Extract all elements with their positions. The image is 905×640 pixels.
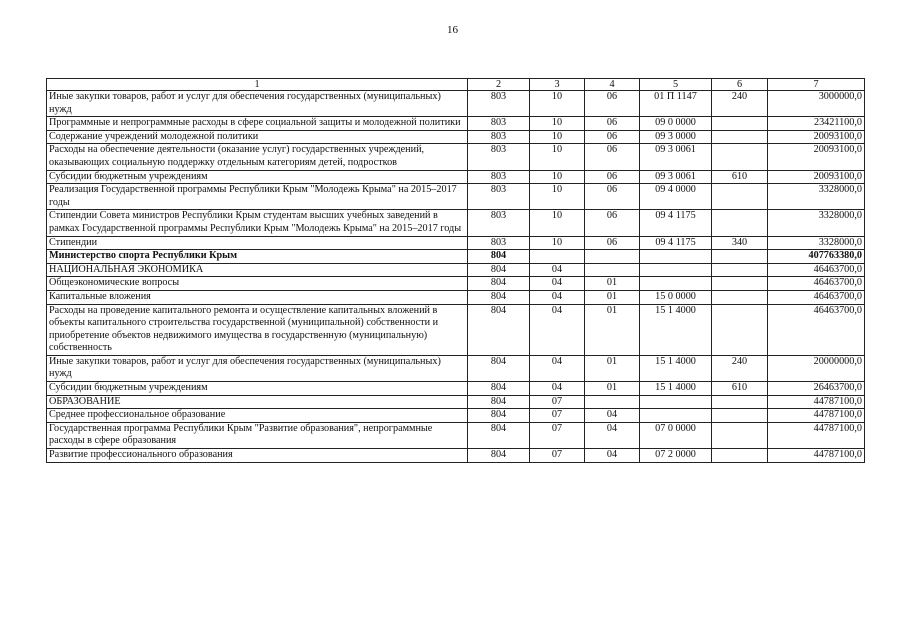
amount-cell: 44787100,0 [768, 409, 865, 423]
header-cell: 2 [468, 79, 530, 91]
section-cell: 04 [530, 263, 585, 277]
subsection-cell: 06 [585, 130, 640, 144]
code-cell: 803 [468, 170, 530, 184]
code-cell: 803 [468, 130, 530, 144]
target-article-cell: 09 0 0000 [640, 117, 712, 131]
amount-cell: 407763380,0 [768, 250, 865, 264]
code-cell: 804 [468, 382, 530, 396]
expense-type-cell [712, 184, 768, 210]
code-cell: 804 [468, 449, 530, 463]
expense-type-cell [712, 290, 768, 304]
table-row [47, 449, 865, 463]
expense-type-cell: 610 [712, 382, 768, 396]
expense-type-cell [712, 117, 768, 131]
header-cell: 7 [768, 79, 865, 91]
code-cell: 803 [468, 144, 530, 170]
expense-type-cell [712, 130, 768, 144]
target-article-cell: 09 3 0061 [640, 144, 712, 170]
row-name: НАЦИОНАЛЬНАЯ ЭКОНОМИКА [47, 263, 468, 277]
section-cell: 10 [530, 184, 585, 210]
row-name: Реализация Государственной программы Республики Крым "Молодежь Крыма" на 2015–2017 годы [47, 184, 468, 210]
code-cell: 804 [468, 422, 530, 448]
amount-cell: 46463700,0 [768, 263, 865, 277]
table-row [47, 277, 865, 291]
table-row [47, 250, 865, 264]
code-cell: 804 [468, 263, 530, 277]
code-cell: 803 [468, 236, 530, 250]
expense-type-cell [712, 250, 768, 264]
section-cell: 07 [530, 409, 585, 423]
row-name: Стипендии Совета министров Республики Крым студентам высших учебных заведений в рамках Государственной программы Республики Крым "Молодежь Крыма" на 2015–2017 годы [47, 210, 468, 236]
table-row [47, 91, 865, 117]
row-name: Субсидии бюджетным учреждениям [47, 382, 468, 396]
expense-type-cell: 340 [712, 236, 768, 250]
row-name: Субсидии бюджетным учреждениям [47, 170, 468, 184]
section-cell: 07 [530, 395, 585, 409]
amount-cell: 46463700,0 [768, 304, 865, 355]
target-article-cell [640, 250, 712, 264]
amount-cell: 44787100,0 [768, 449, 865, 463]
expense-type-cell [712, 210, 768, 236]
code-cell: 804 [468, 250, 530, 264]
amount-cell: 20093100,0 [768, 144, 865, 170]
section-cell: 10 [530, 91, 585, 117]
row-name: Общеэкономические вопросы [47, 277, 468, 291]
table-row [47, 422, 865, 448]
header-cell: 5 [640, 79, 712, 91]
target-article-cell: 09 4 1175 [640, 210, 712, 236]
target-article-cell: 15 1 4000 [640, 382, 712, 396]
amount-cell: 44787100,0 [768, 395, 865, 409]
amount-cell: 46463700,0 [768, 290, 865, 304]
amount-cell: 3328000,0 [768, 210, 865, 236]
subsection-cell: 06 [585, 170, 640, 184]
row-name: Государственная программа Республики Крым "Развитие образования", непрограммные расходы в сфере образования [47, 422, 468, 448]
target-article-cell [640, 277, 712, 291]
budget-table [46, 78, 865, 463]
table-row [47, 117, 865, 131]
table-row [47, 170, 865, 184]
subsection-cell: 01 [585, 290, 640, 304]
header-row [47, 79, 865, 91]
amount-cell: 26463700,0 [768, 382, 865, 396]
target-article-cell: 07 0 0000 [640, 422, 712, 448]
subsection-cell: 06 [585, 117, 640, 131]
row-name: Программные и непрограммные расходы в сфере социальной защиты и молодежной политики [47, 117, 468, 131]
table-row [47, 409, 865, 423]
table-row [47, 263, 865, 277]
subsection-cell [585, 250, 640, 264]
code-cell: 804 [468, 277, 530, 291]
table-row [47, 236, 865, 250]
code-cell: 803 [468, 184, 530, 210]
subsection-cell: 01 [585, 382, 640, 396]
expense-type-cell [712, 144, 768, 170]
expense-type-cell [712, 422, 768, 448]
subsection-cell: 04 [585, 409, 640, 423]
target-article-cell: 15 0 0000 [640, 290, 712, 304]
expense-type-cell: 240 [712, 91, 768, 117]
code-cell: 803 [468, 210, 530, 236]
page-number: 16 [447, 24, 458, 36]
expense-type-cell [712, 263, 768, 277]
subsection-cell: 01 [585, 304, 640, 355]
code-cell: 804 [468, 409, 530, 423]
subsection-cell: 04 [585, 422, 640, 448]
section-cell: 04 [530, 382, 585, 396]
expense-type-cell [712, 409, 768, 423]
target-article-cell [640, 263, 712, 277]
target-article-cell [640, 395, 712, 409]
code-cell: 803 [468, 91, 530, 117]
code-cell: 804 [468, 304, 530, 355]
amount-cell: 46463700,0 [768, 277, 865, 291]
header-cell: 6 [712, 79, 768, 91]
target-article-cell: 15 1 4000 [640, 355, 712, 381]
section-cell [530, 250, 585, 264]
row-name: Стипендии [47, 236, 468, 250]
table-row [47, 184, 865, 210]
target-article-cell: 09 3 0000 [640, 130, 712, 144]
table-row [47, 355, 865, 381]
section-cell: 10 [530, 117, 585, 131]
table-row [47, 395, 865, 409]
target-article-cell: 09 3 0061 [640, 170, 712, 184]
section-cell: 10 [530, 170, 585, 184]
expense-type-cell: 610 [712, 170, 768, 184]
row-name: ОБРАЗОВАНИЕ [47, 395, 468, 409]
section-cell: 07 [530, 422, 585, 448]
expense-type-cell: 240 [712, 355, 768, 381]
header-cell: 1 [47, 79, 468, 91]
table-row [47, 144, 865, 170]
subsection-cell: 04 [585, 449, 640, 463]
table-row [47, 382, 865, 396]
row-name: Содержание учреждений молодежной политики [47, 130, 468, 144]
subsection-cell: 06 [585, 236, 640, 250]
target-article-cell: 07 2 0000 [640, 449, 712, 463]
expense-type-cell [712, 395, 768, 409]
row-name: Капитальные вложения [47, 290, 468, 304]
subsection-cell: 06 [585, 144, 640, 170]
amount-cell: 23421100,0 [768, 117, 865, 131]
table-row [47, 304, 865, 355]
subsection-cell: 06 [585, 184, 640, 210]
target-article-cell: 09 4 1175 [640, 236, 712, 250]
section-cell: 04 [530, 277, 585, 291]
target-article-cell: 15 1 4000 [640, 304, 712, 355]
code-cell: 803 [468, 117, 530, 131]
amount-cell: 20000000,0 [768, 355, 865, 381]
subsection-cell: 01 [585, 355, 640, 381]
amount-cell: 3000000,0 [768, 91, 865, 117]
table-row [47, 290, 865, 304]
expense-type-cell [712, 304, 768, 355]
section-cell: 10 [530, 130, 585, 144]
row-name: Иные закупки товаров, работ и услуг для обеспечения государственных (муниципальных) нужд [47, 91, 468, 117]
amount-cell: 3328000,0 [768, 184, 865, 210]
subsection-cell: 06 [585, 210, 640, 236]
row-name: Развитие профессионального образования [47, 449, 468, 463]
amount-cell: 3328000,0 [768, 236, 865, 250]
section-cell: 10 [530, 210, 585, 236]
expense-type-cell [712, 449, 768, 463]
target-article-cell [640, 409, 712, 423]
amount-cell: 20093100,0 [768, 170, 865, 184]
subsection-cell: 01 [585, 277, 640, 291]
table-row [47, 210, 865, 236]
section-cell: 10 [530, 144, 585, 170]
code-cell: 804 [468, 290, 530, 304]
code-cell: 804 [468, 395, 530, 409]
subsection-cell [585, 263, 640, 277]
row-name: Иные закупки товаров, работ и услуг для обеспечения государственных (муниципальных) нужд [47, 355, 468, 381]
section-cell: 04 [530, 355, 585, 381]
section-cell: 07 [530, 449, 585, 463]
section-cell: 04 [530, 304, 585, 355]
section-cell: 10 [530, 236, 585, 250]
header-cell: 4 [585, 79, 640, 91]
amount-cell: 44787100,0 [768, 422, 865, 448]
row-name: Расходы на обеспечение деятельности (оказание услуг) государственных учреждений, оказывающих социальную поддержку отдельным категориям детей, подростков [47, 144, 468, 170]
row-name: Среднее профессиональное образование [47, 409, 468, 423]
code-cell: 804 [468, 355, 530, 381]
amount-cell: 20093100,0 [768, 130, 865, 144]
table-row [47, 130, 865, 144]
expense-type-cell [712, 277, 768, 291]
target-article-cell: 01 П 1147 [640, 91, 712, 117]
header-cell: 3 [530, 79, 585, 91]
row-name: Министерство спорта Республики Крым [47, 250, 468, 264]
row-name: Расходы на проведение капитального ремонта и осуществление капитальных вложений в объекты капитального строительства государственной (муниципальной) собственности и приобретение объектов недвижимого имущества в государственную (муниципальную) собственность [47, 304, 468, 355]
subsection-cell [585, 395, 640, 409]
subsection-cell: 06 [585, 91, 640, 117]
target-article-cell: 09 4 0000 [640, 184, 712, 210]
section-cell: 04 [530, 290, 585, 304]
